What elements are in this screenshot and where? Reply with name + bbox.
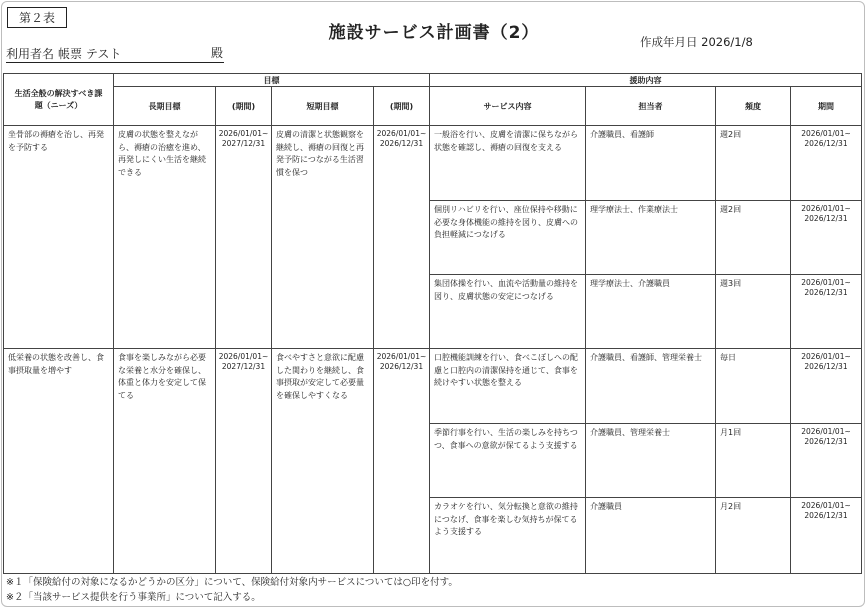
service-frequency: 週3回 (720, 279, 742, 288)
footnotes (6, 575, 458, 605)
long-goal-header: 長期目標 (114, 87, 216, 126)
table-row (4, 349, 862, 424)
service-staff: 介護職員、看護師 (590, 130, 654, 139)
service-period: 2026/01/01~ 2026/12/31 (801, 204, 851, 223)
service-content: 口腔機能訓練を行い、食べこぼしへの配慮と口腔内の清潔保持を通じて、食事を続けやすい状態を整える (434, 353, 578, 387)
short-goal-header: 短期目標 (272, 87, 374, 126)
support-header: 援助内容 (430, 74, 862, 87)
service-frequency: 月1回 (720, 428, 742, 437)
service-period: 2026/01/01~ 2026/12/31 (801, 427, 851, 446)
short-goal-text: 食べやすさと意欲に配慮した関わりを継続し、食事摂取が安定して必要量を確保しやすくなる (276, 353, 364, 400)
short-period: 2026/01/01~ 2026/12/31 (376, 352, 427, 371)
service-staff: 介護職員 (590, 502, 622, 511)
service-period: 2026/01/01~ 2026/12/31 (801, 278, 851, 297)
service-frequency: 週2回 (720, 130, 742, 139)
need-text: 低栄養の状態を改善し、食事摂取量を増やす (8, 353, 104, 375)
page-title: 施設サービス計画書（2） (328, 23, 540, 43)
goals-header: 目標 (114, 74, 430, 87)
service-frequency: 週2回 (720, 205, 742, 214)
staff-header: 担当者 (586, 87, 716, 126)
created-date (640, 34, 753, 50)
service-content: カラオケを行い、気分転換と意欲の維持につなげ、食事を楽しむ気持ちが保てるよう支援する (434, 502, 578, 536)
user-label: 利用者名 (6, 47, 55, 61)
user-name: 帳票 テスト (58, 47, 122, 61)
user-name-line (6, 45, 224, 63)
frequency-header: 頻度 (716, 87, 791, 126)
service-staff: 介護職員、管理栄養士 (590, 428, 670, 437)
footnote-1: ※１「保険給付の対象になるかどうかの区分」について、保険給付対象内サービスについては○印を付す。 (6, 577, 458, 588)
long-period-header: (期間) (216, 87, 272, 126)
short-period-header: (期間) (374, 87, 430, 126)
service-header: サービス内容 (430, 87, 586, 126)
needs-header: 生活全般の解決すべき課題（ニーズ） (4, 74, 114, 126)
short-goal-text: 皮膚の清潔と状態観察を継続し、褥瘡の回復と再発予防につながる生活習慣を保つ (276, 130, 364, 177)
created-label: 作成年月日 (640, 35, 698, 49)
service-period: 2026/01/01~ 2026/12/31 (801, 352, 851, 371)
form-number-box: 第２表 (7, 7, 67, 28)
service-content: 集団体操を行い、血流や活動量の維持を図り、皮膚状態の安定につなげる (434, 279, 578, 301)
long-period: 2026/01/01~ 2027/12/31 (218, 129, 269, 148)
service-period: 2026/01/01~ 2026/12/31 (801, 501, 851, 520)
service-content: 季節行事を行い、生活の楽しみを持ちつつ、食事への意欲が保てるよう支援する (434, 428, 578, 450)
long-goal-text: 食事を楽しみながら必要な栄養と水分を確保し、体重と体力を安定して保てる (118, 353, 206, 400)
care-plan-table (3, 73, 862, 574)
long-goal-text: 皮膚の状態を整えながら、褥瘡の治癒を進め、再発しにくい生活を継続できる (118, 130, 206, 177)
short-period: 2026/01/01~ 2026/12/31 (376, 129, 427, 148)
service-content: 個別リハビリを行い、座位保持や移動に必要な身体機能の維持を図り、皮膚への負担軽減につなげる (434, 205, 578, 239)
service-frequency: 毎日 (720, 353, 736, 362)
need-text: 坐骨部の褥瘡を治し、再発を予防する (8, 130, 104, 152)
service-staff: 理学療法士、作業療法士 (590, 205, 678, 214)
service-staff: 理学療法士、介護職員 (590, 279, 670, 288)
period2-header: 期間 (791, 87, 862, 126)
footnote-2: ※２「当該サービス提供を行う事業所」について記入する。 (6, 592, 261, 603)
service-content: 一般浴を行い、皮膚を清潔に保ちながら状態を確認し、褥瘡の回復を支える (434, 130, 578, 152)
created-value: 2026/1/8 (701, 35, 753, 49)
long-period: 2026/01/01~ 2027/12/31 (218, 352, 269, 371)
user-suffix: 殿 (211, 46, 224, 60)
service-frequency: 月2回 (720, 502, 742, 511)
service-staff: 介護職員、看護師、管理栄養士 (590, 353, 702, 362)
table-row (4, 126, 862, 201)
service-period: 2026/01/01~ 2026/12/31 (801, 129, 851, 148)
